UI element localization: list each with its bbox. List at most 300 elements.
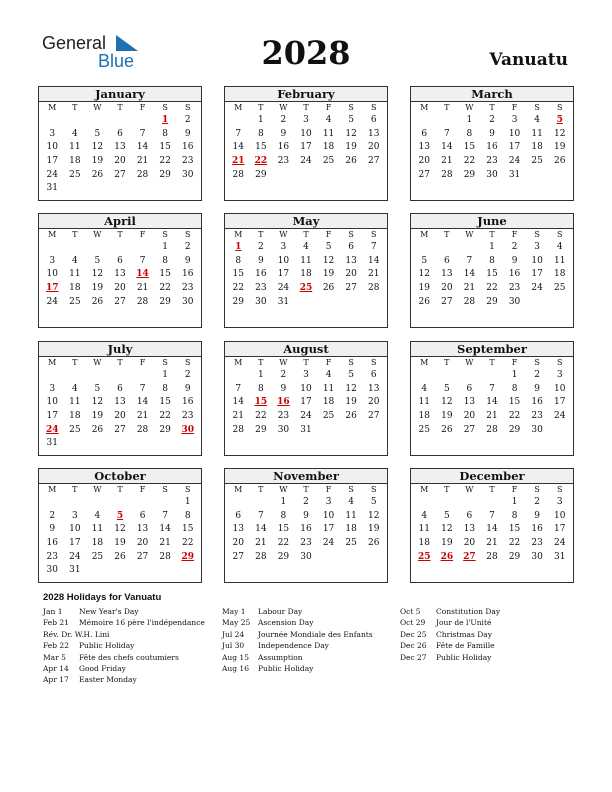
day-cell: 24 xyxy=(46,296,58,307)
day-cell: 19 xyxy=(441,538,453,549)
day-cell: 14 xyxy=(255,524,267,535)
day-cell: 3 xyxy=(280,242,287,252)
holiday-date: Dec 27 xyxy=(400,652,427,662)
day-cell: 30 xyxy=(531,551,543,562)
day-cell: 18 xyxy=(69,411,81,422)
day-cell: 18 xyxy=(322,397,335,408)
day-cell: 12 xyxy=(441,524,453,535)
day-cell: 12 xyxy=(345,128,357,139)
day-cell: 5 xyxy=(94,255,101,266)
day-cell: 5 xyxy=(94,128,101,139)
day-cell: 2 xyxy=(489,115,495,125)
day-cell: 20 xyxy=(367,142,380,153)
day-cell: 21 xyxy=(136,411,149,422)
day-cell: 19 xyxy=(114,538,126,549)
empty-cell xyxy=(41,369,64,383)
empty-cell xyxy=(436,496,459,510)
holiday-day-cell: 16 xyxy=(277,397,290,408)
day-cell: 7 xyxy=(257,510,264,521)
day-cell: 31 xyxy=(69,565,81,576)
day-cell: 3 xyxy=(49,128,56,139)
day-cell: 27 xyxy=(441,296,453,307)
holiday-day-cell: 25 xyxy=(418,551,431,562)
weekday-label: S xyxy=(162,230,168,239)
empty-cell xyxy=(41,241,64,255)
day-cell: 4 xyxy=(421,510,428,521)
empty-cell xyxy=(131,241,154,255)
day-cell: 12 xyxy=(91,397,104,408)
day-cell: 17 xyxy=(553,397,566,408)
holiday-name: Easter Monday xyxy=(79,675,137,685)
day-cell: 15 xyxy=(486,269,498,280)
day-cell: 14 xyxy=(159,524,171,535)
holiday-day-cell: 14 xyxy=(136,269,149,280)
holiday-day-cell: 21 xyxy=(232,156,245,167)
day-cell: 19 xyxy=(91,411,104,422)
day-cell: 26 xyxy=(345,156,357,167)
day-cell: 11 xyxy=(531,128,543,139)
day-cell: 30 xyxy=(255,296,267,307)
day-cell: 16 xyxy=(531,397,543,408)
day-cell: 23 xyxy=(46,551,58,562)
day-cell: 10 xyxy=(300,128,312,139)
day-cell: 20 xyxy=(367,397,380,408)
day-cell: 18 xyxy=(553,269,566,280)
weekday-label: T xyxy=(303,358,309,367)
weekday-label: T xyxy=(489,230,495,239)
day-cell: 13 xyxy=(232,524,244,535)
empty-cell xyxy=(86,496,109,510)
weekday-label: S xyxy=(184,103,191,112)
holiday-name: Christmas Day xyxy=(436,629,492,639)
day-cell: 30 xyxy=(46,565,58,576)
day-cell: 23 xyxy=(181,411,194,422)
day-cell: 22 xyxy=(508,538,521,549)
day-cell: 13 xyxy=(463,524,476,535)
day-cell: 12 xyxy=(367,510,380,521)
day-cell: 28 xyxy=(486,424,498,435)
holiday-day-cell: 26 xyxy=(440,551,454,562)
holiday-row xyxy=(222,617,373,628)
day-cell: 10 xyxy=(46,269,58,280)
day-cell: 20 xyxy=(114,156,126,167)
weekday-label: T xyxy=(117,230,123,239)
weekday-label: W xyxy=(465,358,474,367)
holiday-date: Apr 17 xyxy=(43,675,69,685)
day-cell: 6 xyxy=(370,370,377,380)
day-cell: 2 xyxy=(184,115,191,125)
weekday-label: S xyxy=(534,358,540,367)
day-cell: 7 xyxy=(235,128,242,139)
day-cell: 17 xyxy=(322,524,335,535)
month-november xyxy=(224,468,388,583)
day-cell: 21 xyxy=(441,156,453,167)
day-cell: 9 xyxy=(184,383,191,394)
day-cell: 26 xyxy=(114,551,126,562)
day-cell: 1 xyxy=(257,370,264,380)
day-cell: 21 xyxy=(486,411,498,422)
holiday-row xyxy=(400,629,500,640)
holiday-date: Rév. Dr. W.H. Lini xyxy=(43,629,110,639)
weekday-label: S xyxy=(556,485,563,494)
day-cell: 27 xyxy=(114,169,126,180)
weekday-label: F xyxy=(511,485,518,494)
day-cell: 10 xyxy=(508,128,521,139)
month-title: March xyxy=(411,87,573,102)
month-september xyxy=(410,341,574,456)
day-cell: 2 xyxy=(184,370,191,380)
weekday-label: W xyxy=(465,230,474,239)
day-cell: 9 xyxy=(257,255,264,266)
day-cell: 12 xyxy=(322,255,335,266)
holiday-row xyxy=(400,640,500,651)
day-cell: 16 xyxy=(508,269,521,280)
holiday-row xyxy=(43,617,205,628)
day-cell: 29 xyxy=(508,551,521,562)
weekday-label: W xyxy=(465,103,474,112)
weekday-label: M xyxy=(420,103,429,112)
day-cell: 5 xyxy=(443,510,450,521)
weekday-label: W xyxy=(279,230,288,239)
day-cell: 8 xyxy=(184,510,191,521)
day-cell: 30 xyxy=(181,169,194,180)
day-cell: 6 xyxy=(117,128,123,139)
day-cell: 21 xyxy=(136,283,149,294)
day-cell: 29 xyxy=(277,551,290,562)
day-cell: 3 xyxy=(556,370,563,380)
day-cell: 18 xyxy=(418,411,430,422)
holiday-day-cell: 22 xyxy=(254,156,268,167)
holiday-name: Jour de l'Unité xyxy=(436,618,492,628)
holiday-row xyxy=(222,629,373,640)
day-cell: 18 xyxy=(69,156,81,167)
month-october xyxy=(38,468,202,583)
month-grid xyxy=(39,357,201,451)
day-cell: 29 xyxy=(159,296,171,307)
day-cell: 11 xyxy=(345,510,357,521)
day-cell: 9 xyxy=(280,128,287,139)
day-cell: 26 xyxy=(322,283,335,294)
holiday-day-cell: 1 xyxy=(162,115,169,125)
empty-cell xyxy=(413,369,436,383)
day-cell: 11 xyxy=(69,397,81,408)
day-cell: 16 xyxy=(486,142,498,153)
day-cell: 4 xyxy=(556,242,563,252)
day-cell: 15 xyxy=(159,269,171,280)
day-cell: 26 xyxy=(91,296,104,307)
holiday-column xyxy=(400,606,500,663)
empty-cell xyxy=(109,114,132,128)
day-cell: 2 xyxy=(184,242,191,252)
day-cell: 1 xyxy=(489,242,495,252)
day-cell: 23 xyxy=(255,283,267,294)
day-cell: 30 xyxy=(508,296,521,307)
day-cell: 9 xyxy=(534,383,540,394)
day-cell: 8 xyxy=(511,510,518,521)
weekday-label: F xyxy=(139,485,146,494)
day-cell: 10 xyxy=(531,255,543,266)
day-cell: 2 xyxy=(257,242,264,252)
holiday-date: Aug 16 xyxy=(222,663,249,673)
day-cell: 17 xyxy=(300,142,312,153)
day-cell: 11 xyxy=(91,524,104,535)
day-cell: 30 xyxy=(300,551,312,562)
day-cell: 12 xyxy=(345,383,357,394)
day-cell: 31 xyxy=(553,551,566,562)
day-cell: 23 xyxy=(508,283,521,294)
day-cell: 29 xyxy=(232,296,244,307)
day-cell: 20 xyxy=(114,283,126,294)
day-cell: 8 xyxy=(280,510,287,521)
day-cell: 22 xyxy=(463,156,476,167)
day-cell: 19 xyxy=(418,283,430,294)
day-cell: 4 xyxy=(325,370,332,380)
holiday-name: Mémoire 16 père l'indépendance xyxy=(79,618,205,628)
holiday-date: Jan 1 xyxy=(43,607,63,616)
day-cell: 1 xyxy=(162,370,168,380)
holiday-row xyxy=(222,652,373,663)
weekday-label: T xyxy=(117,103,123,112)
day-cell: 25 xyxy=(531,156,543,167)
weekday-label: S xyxy=(370,485,377,494)
holiday-name: Public Holiday xyxy=(258,663,314,673)
holiday-date: Aug 15 xyxy=(222,652,249,662)
day-cell: 6 xyxy=(466,510,473,521)
day-cell: 4 xyxy=(94,510,101,521)
day-cell: 7 xyxy=(139,255,146,266)
month-title: November xyxy=(225,469,387,484)
day-cell: 1 xyxy=(511,370,518,380)
day-cell: 30 xyxy=(277,424,290,435)
day-cell: 4 xyxy=(348,497,354,507)
day-cell: 20 xyxy=(463,538,476,549)
empty-cell xyxy=(481,496,504,510)
weekday-label: F xyxy=(511,103,518,112)
day-cell: 7 xyxy=(489,383,495,394)
day-cell: 16 xyxy=(181,397,194,408)
day-cell: 11 xyxy=(553,255,566,266)
holiday-name: Fête des chefs coutumiers xyxy=(79,652,179,662)
day-cell: 28 xyxy=(159,551,171,562)
weekday-label: T xyxy=(72,103,78,112)
holidays-title: 2028 Holidays for Vanuatu xyxy=(43,592,162,603)
day-cell: 11 xyxy=(418,524,430,535)
holiday-date: May 1 xyxy=(222,607,246,616)
holiday-day-cell: 5 xyxy=(556,115,563,125)
day-cell: 7 xyxy=(466,255,473,266)
day-cell: 18 xyxy=(322,142,335,153)
month-grid xyxy=(39,484,201,578)
day-cell: 14 xyxy=(367,255,380,266)
day-cell: 25 xyxy=(345,538,357,549)
weekday-label: M xyxy=(234,358,243,367)
day-cell: 10 xyxy=(300,383,312,394)
day-cell: 16 xyxy=(255,269,267,280)
holiday-name: Independence Day xyxy=(258,641,329,651)
day-cell: 1 xyxy=(466,115,473,125)
day-cell: 24 xyxy=(322,538,335,549)
day-cell: 3 xyxy=(303,370,309,380)
day-cell: 5 xyxy=(325,242,332,252)
empty-cell xyxy=(131,114,154,128)
weekday-label: W xyxy=(93,103,102,112)
day-cell: 3 xyxy=(71,510,78,521)
month-title: July xyxy=(39,342,201,357)
day-cell: 22 xyxy=(508,411,521,422)
day-cell: 24 xyxy=(553,538,566,549)
logo-text-blue: Blue xyxy=(98,51,135,71)
weekday-label: F xyxy=(511,358,518,367)
empty-cell xyxy=(413,496,436,510)
holiday-day-cell: 25 xyxy=(299,283,313,294)
logo-text-general: General xyxy=(42,33,107,53)
day-cell: 23 xyxy=(531,538,543,549)
day-cell: 18 xyxy=(345,524,357,535)
empty-cell xyxy=(154,496,177,510)
day-cell: 29 xyxy=(159,169,171,180)
weekday-label: S xyxy=(370,358,377,367)
holiday-name: Good Friday xyxy=(79,663,126,673)
day-cell: 22 xyxy=(232,283,244,294)
day-cell: 28 xyxy=(367,283,380,294)
holiday-date: Jul 24 xyxy=(222,629,245,639)
day-cell: 2 xyxy=(534,370,540,380)
empty-cell xyxy=(413,241,436,255)
day-cell: 21 xyxy=(463,283,476,294)
day-cell: 27 xyxy=(367,411,380,422)
day-cell: 12 xyxy=(91,269,104,280)
weekday-label: W xyxy=(279,358,288,367)
day-cell: 16 xyxy=(300,524,312,535)
day-cell: 12 xyxy=(441,397,453,408)
day-cell: 14 xyxy=(136,142,149,153)
month-grid xyxy=(411,229,573,309)
weekday-label: W xyxy=(279,485,288,494)
weekday-label: T xyxy=(303,485,309,494)
day-cell: 25 xyxy=(69,424,81,435)
day-cell: 25 xyxy=(69,169,81,180)
day-cell: 19 xyxy=(91,156,104,167)
day-cell: 20 xyxy=(114,411,126,422)
empty-cell xyxy=(458,496,481,510)
day-cell: 17 xyxy=(553,524,566,535)
day-cell: 13 xyxy=(136,524,149,535)
day-cell: 28 xyxy=(232,169,244,180)
day-cell: 14 xyxy=(232,142,244,153)
day-cell: 5 xyxy=(348,370,354,380)
holiday-column xyxy=(222,606,373,674)
day-cell: 14 xyxy=(136,397,149,408)
weekday-label: M xyxy=(48,103,57,112)
day-cell: 7 xyxy=(162,510,168,521)
holiday-date: Feb 22 xyxy=(43,641,69,651)
holiday-date: Apr 14 xyxy=(43,663,69,673)
day-cell: 28 xyxy=(136,169,149,180)
day-cell: 12 xyxy=(91,142,104,153)
day-cell: 31 xyxy=(277,296,290,307)
day-cell: 15 xyxy=(232,269,244,280)
weekday-label: S xyxy=(370,103,377,112)
day-cell: 22 xyxy=(181,538,194,549)
holiday-day-cell: 15 xyxy=(254,397,268,408)
empty-cell xyxy=(131,369,154,383)
weekday-label: T xyxy=(72,485,78,494)
empty-cell xyxy=(86,241,109,255)
weekday-label: S xyxy=(534,230,540,239)
empty-cell xyxy=(458,241,481,255)
day-cell: 6 xyxy=(348,242,354,252)
day-cell: 8 xyxy=(162,128,168,139)
weekday-label: S xyxy=(162,103,168,112)
day-cell: 9 xyxy=(534,510,540,521)
day-cell: 3 xyxy=(511,115,518,125)
holiday-row xyxy=(222,606,373,617)
day-cell: 19 xyxy=(345,142,357,153)
day-cell: 27 xyxy=(418,169,430,180)
day-cell: 19 xyxy=(91,283,104,294)
day-cell: 9 xyxy=(303,510,309,521)
weekday-label: W xyxy=(93,230,102,239)
day-cell: 10 xyxy=(322,510,335,521)
day-cell: 24 xyxy=(69,551,81,562)
day-cell: 23 xyxy=(181,156,194,167)
month-march xyxy=(410,86,574,201)
day-cell: 18 xyxy=(531,142,543,153)
month-title: January xyxy=(39,87,201,102)
weekday-label: S xyxy=(184,230,191,239)
day-cell: 7 xyxy=(443,128,450,139)
day-cell: 31 xyxy=(300,424,312,435)
weekday-label: T xyxy=(117,358,123,367)
day-cell: 9 xyxy=(489,128,495,139)
weekday-label: T xyxy=(72,358,78,367)
day-cell: 30 xyxy=(531,424,543,435)
day-cell: 1 xyxy=(511,497,518,507)
day-cell: 26 xyxy=(345,411,357,422)
day-cell: 28 xyxy=(232,424,244,435)
holiday-name: Journée Mondiale des Enfants xyxy=(258,629,373,639)
weekday-label: M xyxy=(48,230,57,239)
day-cell: 4 xyxy=(303,242,309,252)
month-december xyxy=(410,468,574,583)
day-cell: 30 xyxy=(486,169,498,180)
day-cell: 28 xyxy=(463,296,476,307)
day-cell: 5 xyxy=(94,383,101,394)
day-cell: 5 xyxy=(443,383,450,394)
day-cell: 22 xyxy=(255,411,267,422)
weekday-label: T xyxy=(444,103,450,112)
day-cell: 28 xyxy=(486,551,498,562)
month-august xyxy=(224,341,388,456)
weekday-label: T xyxy=(303,103,309,112)
weekday-label: S xyxy=(162,358,168,367)
holiday-name: Constitution Day xyxy=(436,607,501,616)
weekday-label: T xyxy=(258,103,264,112)
empty-cell xyxy=(436,369,459,383)
day-cell: 15 xyxy=(277,524,290,535)
empty-cell xyxy=(109,241,132,255)
day-cell: 2 xyxy=(280,370,287,380)
day-cell: 8 xyxy=(235,255,242,266)
day-cell: 23 xyxy=(531,411,543,422)
day-cell: 28 xyxy=(441,169,453,180)
day-cell: 6 xyxy=(370,115,377,125)
day-cell: 21 xyxy=(136,156,149,167)
day-cell: 18 xyxy=(418,538,430,549)
month-grid xyxy=(225,357,387,437)
day-cell: 13 xyxy=(418,142,430,153)
day-cell: 19 xyxy=(345,397,357,408)
